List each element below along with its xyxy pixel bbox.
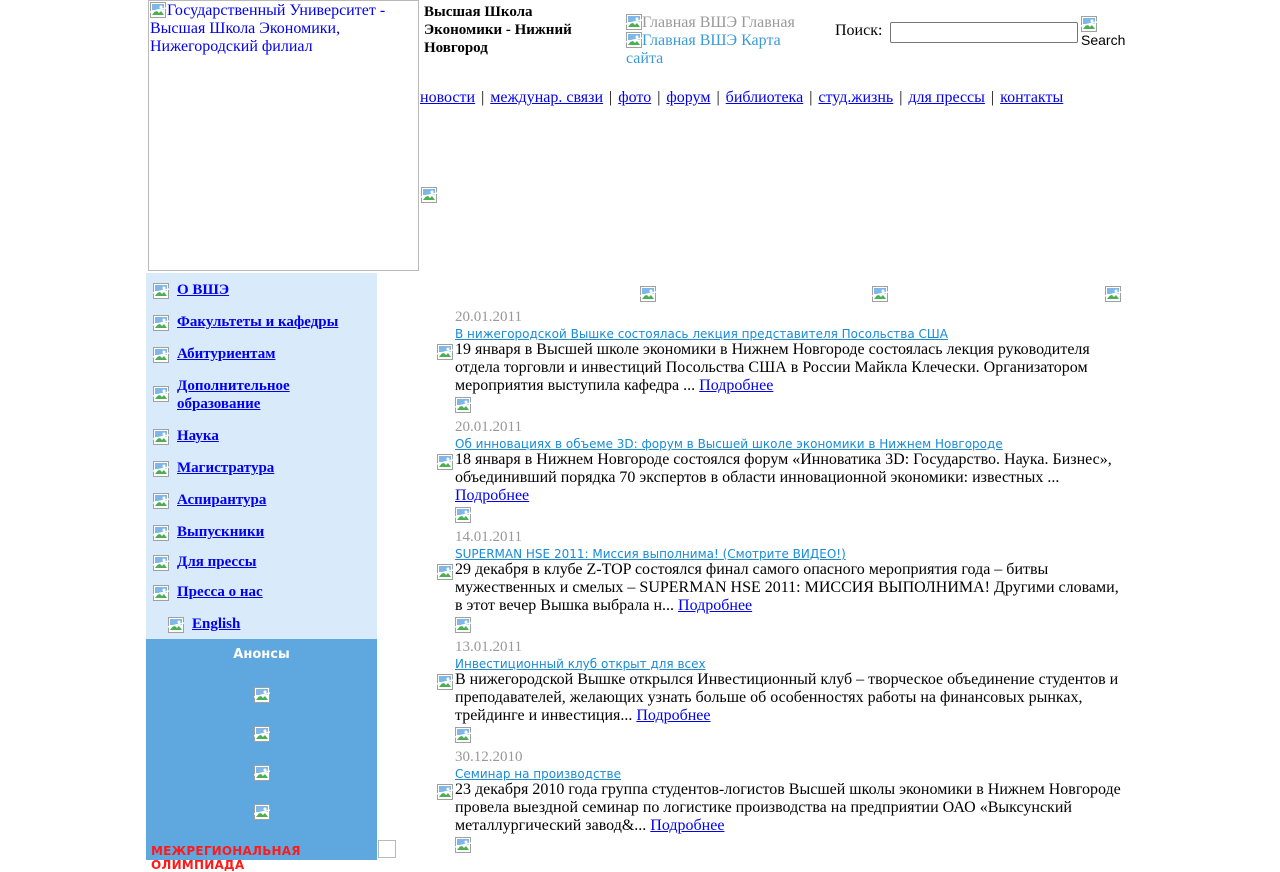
sidebar-item-label[interactable]: Пресса о нас bbox=[177, 584, 263, 600]
read-more-link[interactable]: Подробнее bbox=[455, 487, 530, 504]
sidebar-item-label[interactable]: Факультеты и кафедры bbox=[177, 314, 339, 330]
news-date: 20.01.2011 bbox=[455, 419, 522, 435]
news-date: 14.01.2011 bbox=[455, 529, 522, 545]
sidebar-item-label[interactable]: Для прессы bbox=[177, 554, 257, 570]
olympiad-banner[interactable]: МЕЖРЕГИОНАЛЬНАЯ ОЛИМПИАДА bbox=[151, 844, 301, 872]
broken-image-icon bbox=[437, 344, 453, 360]
announcements-panel bbox=[146, 639, 377, 872]
broken-image-icon bbox=[254, 804, 270, 820]
sidebar-menu bbox=[146, 273, 377, 639]
announcement-image-3[interactable] bbox=[254, 765, 270, 783]
search-button[interactable] bbox=[1081, 16, 1125, 48]
news-date: 30.12.2010 bbox=[455, 749, 523, 765]
broken-image-icon bbox=[153, 525, 169, 541]
news-thumbnail bbox=[437, 674, 453, 692]
broken-image-icon bbox=[153, 386, 169, 402]
header-image-2 bbox=[872, 286, 888, 304]
site-logo[interactable] bbox=[148, 0, 419, 271]
announcement-image-1[interactable] bbox=[254, 687, 270, 705]
home-link[interactable] bbox=[626, 14, 816, 32]
top-navigation bbox=[420, 89, 1063, 107]
nav-link[interactable]: студ.жизнь bbox=[818, 89, 894, 106]
broken-image-icon bbox=[455, 507, 471, 523]
news-body bbox=[455, 781, 1123, 835]
search-button-label: Search bbox=[1081, 32, 1126, 48]
news-body bbox=[455, 561, 1123, 615]
news-thumbnail bbox=[437, 344, 453, 362]
read-more-link[interactable]: Подробнее bbox=[678, 597, 753, 614]
sitemap-alt: Главная ВШЭ bbox=[642, 32, 738, 49]
broken-image-icon bbox=[153, 347, 169, 363]
broken-image-icon bbox=[153, 283, 169, 299]
news-body bbox=[455, 451, 1123, 505]
announcement-image-2[interactable] bbox=[254, 726, 270, 744]
nav-link[interactable]: междунар. связи bbox=[490, 89, 604, 106]
broken-image-icon bbox=[437, 564, 453, 580]
broken-image-icon bbox=[153, 493, 169, 509]
broken-image-icon bbox=[437, 674, 453, 690]
broken-image-icon bbox=[153, 585, 169, 601]
announcement-image-4[interactable] bbox=[254, 804, 270, 822]
nav-separator: | bbox=[809, 89, 813, 106]
news-text: 18 января в Нижнем Новгороде состоялся форум «Инноватика 3D: Государство. Наука. Бизнес», объединивший порядка 70 экспертов в области инновационной экономики: известных ... bbox=[455, 451, 1112, 486]
nav-separator: | bbox=[481, 89, 485, 106]
news-divider-image bbox=[455, 837, 471, 855]
broken-image-icon bbox=[1105, 286, 1121, 302]
nav-link[interactable]: фото bbox=[618, 89, 652, 106]
broken-image-icon bbox=[254, 765, 270, 781]
nav-link[interactable]: новости bbox=[420, 89, 476, 106]
broken-image-icon bbox=[153, 315, 169, 331]
news-divider-image bbox=[455, 617, 471, 635]
broken-image-icon bbox=[626, 14, 642, 30]
news-title[interactable]: В нижегородской Вышке состоялась лекция представителя Посольства США bbox=[455, 327, 948, 341]
broken-image-icon bbox=[437, 454, 453, 470]
sidebar-item-label[interactable]: English bbox=[192, 616, 241, 632]
broken-image-icon bbox=[153, 429, 169, 445]
logo-alt-text: Государственный Университет - Высшая Школа Экономики, Нижегородский филиал bbox=[150, 2, 386, 55]
news-title[interactable]: Семинар на производстве bbox=[455, 767, 621, 781]
news-divider-image bbox=[455, 507, 471, 525]
sidebar-item-label[interactable]: О ВШЭ bbox=[177, 282, 230, 298]
search-label: Поиск: bbox=[835, 22, 883, 39]
broken-image-icon bbox=[168, 617, 184, 633]
search-input[interactable] bbox=[890, 22, 1078, 43]
broken-image-icon bbox=[437, 784, 453, 800]
news-body bbox=[455, 671, 1123, 725]
news-thumbnail bbox=[437, 454, 453, 472]
header-links bbox=[626, 14, 816, 68]
broken-image-icon bbox=[254, 726, 270, 742]
header-image-3 bbox=[1105, 286, 1121, 304]
sidebar-item-label[interactable]: Абитуриентам bbox=[177, 346, 276, 362]
sitemap-label: Карта сайта bbox=[626, 32, 781, 67]
news-thumbnail bbox=[437, 784, 453, 802]
nav-separator: | bbox=[990, 89, 995, 106]
nav-link[interactable]: форум bbox=[666, 89, 711, 106]
news-title[interactable]: SUPERMAN HSE 2011: Миссия выполнима! (Смотрите ВИДЕО!) bbox=[455, 547, 846, 561]
sidebar-item-label[interactable]: Аспирантура bbox=[177, 492, 267, 508]
nav-link[interactable]: библиотека bbox=[725, 89, 804, 106]
read-more-link[interactable]: Подробнее bbox=[650, 817, 725, 834]
nav-separator: | bbox=[657, 89, 661, 106]
news-thumbnail bbox=[437, 564, 453, 582]
broken-image-icon bbox=[421, 187, 437, 203]
sidebar-item-label[interactable]: Магистратура bbox=[177, 460, 275, 476]
broken-image-icon bbox=[153, 461, 169, 477]
home-alt: Главная ВШЭ bbox=[642, 14, 738, 31]
news-divider-image bbox=[455, 397, 471, 415]
announcements-title: Анонсы bbox=[233, 647, 290, 662]
nav-separator: | bbox=[716, 89, 720, 106]
nav-link[interactable]: контакты bbox=[1000, 89, 1064, 106]
sidebar-item-label[interactable]: Дополнительное образование bbox=[177, 378, 290, 412]
broken-image-icon bbox=[254, 687, 270, 703]
news-text: В нижегородской Вышке открылся Инвестиционный клуб – творческое объединение студентов и преподавателей, желающих узнать больше об особенностях работы на финансовых рынках, трейдинге и инвестиция... bbox=[455, 671, 1119, 724]
news-text: 29 декабря в клубе Z-TOP состоялся финал самого опасного мероприятия года – битвы мужественных и смелых – SUPERMAN HSE 2011: МИССИЯ ВЫПОЛНИМА! Другими словами, в этот вечер Вышка выбрала н... bbox=[455, 561, 1119, 614]
home-label: Главная bbox=[741, 14, 795, 31]
header-image-1 bbox=[640, 286, 656, 304]
nav-separator: | bbox=[609, 89, 613, 106]
read-more-link[interactable]: Подробнее bbox=[699, 377, 774, 394]
broken-image-icon bbox=[153, 555, 169, 571]
news-date: 13.01.2011 bbox=[455, 639, 522, 655]
broken-image-icon bbox=[455, 727, 471, 743]
sidebar-item-label[interactable]: Выпускники bbox=[177, 524, 265, 540]
olympiad-image[interactable] bbox=[378, 840, 396, 858]
banner-image bbox=[421, 187, 437, 205]
nav-link[interactable]: для прессы bbox=[908, 89, 985, 106]
broken-image-icon bbox=[455, 837, 471, 853]
broken-image-icon bbox=[872, 286, 888, 302]
broken-image-icon bbox=[640, 286, 656, 302]
news-date: 20.01.2011 bbox=[455, 309, 522, 325]
news-text: 19 января в Высшей школе экономики в Нижнем Новгороде состоялась лекция руководителя отдела торговли и инвестиций Посольства США в России Майкла Клечески. Организатором мероприятия выступила кафедра ... bbox=[455, 341, 1090, 394]
news-text: 23 декабря 2010 года группа студентов-логистов Высшей школы экономики в Нижнем Новгороде провела выездной семинар по логистике производства на предприятии ОАО «Выксунский металлургический завод&... bbox=[455, 781, 1121, 834]
nav-separator: | bbox=[899, 89, 903, 106]
broken-image-icon bbox=[626, 32, 642, 48]
news-title[interactable]: Инвестиционный клуб открыт для всех bbox=[455, 657, 706, 671]
news-title[interactable]: Об инновациях в объеме 3D: форум в Высшей школе экономики в Нижнем Новгороде bbox=[455, 437, 1003, 451]
news-body bbox=[455, 341, 1123, 395]
broken-image-icon bbox=[150, 2, 166, 18]
sitemap-link[interactable] bbox=[626, 32, 816, 68]
sidebar-item-label[interactable]: Наука bbox=[177, 428, 219, 444]
site-title: Высшая Школа Экономики - Нижний Новгород bbox=[424, 4, 572, 56]
broken-image-icon bbox=[1081, 16, 1097, 32]
read-more-link[interactable]: Подробнее bbox=[636, 707, 711, 724]
broken-image-icon bbox=[455, 397, 471, 413]
broken-image-icon bbox=[455, 617, 471, 633]
news-divider-image bbox=[455, 727, 471, 745]
